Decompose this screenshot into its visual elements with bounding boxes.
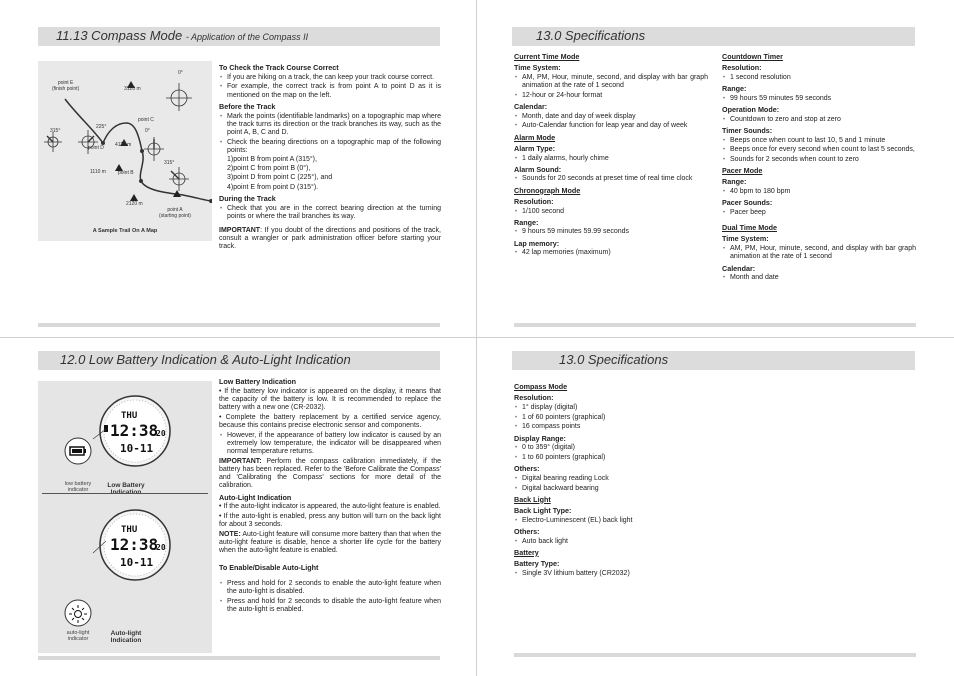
bullet-item: • AM, PM, Hour, minute, second, and display with bar graph animation at the rate of 1 second <box>514 74 708 90</box>
sub-heading: Others: <box>514 464 540 474</box>
bullet-item: • 16 compass points <box>514 423 714 431</box>
bullet-item: • However, if the appearance of battery low indicator is caused by an extremely low temperature, the indicator will be disappeared when normal temperature returns. <box>219 432 441 457</box>
important-note: IMPORTANT: If you doubt of the directions and positions of the track, consult a wrangler or park administration officer before starting your track. <box>219 226 441 251</box>
label-3120: 3120 m <box>124 86 141 92</box>
bullet-item: • Single 3V lithium battery (CR2032) <box>514 570 714 578</box>
label-1110: 1110 m <box>90 169 106 175</box>
label-315-left: 315° <box>50 128 61 134</box>
watch-date: 10-11 <box>120 556 154 569</box>
compass-cross-c-icon <box>144 137 164 161</box>
section-heading: Auto-Light Indication <box>219 492 292 502</box>
bullet-item: • Beeps once when count to last 10, 5 and 1 minute <box>722 137 916 145</box>
section-heading: Back Light <box>514 494 551 504</box>
section-heading: Compass Mode <box>514 382 568 391</box>
bullet-item: • Sounds for 20 seconds at preset time of real time clock <box>514 175 708 183</box>
low-battery-caption: Low Battery <box>107 482 145 489</box>
section-heading: Current Time Mode <box>514 52 580 61</box>
label-0-mid: 0° <box>145 128 150 134</box>
mountain-2120-icon <box>130 194 138 201</box>
watch-time: 12:38 <box>110 421 159 440</box>
section-heading: To Enable/Disable Auto-Light <box>219 562 319 572</box>
page-title: 13.0 Specifications <box>536 28 646 43</box>
page-compass-application <box>0 0 477 338</box>
label-2120: 2120 m <box>126 201 143 207</box>
bullet-item: • Press and hold for 2 seconds to enable the auto-light feature when the auto-light is disabled. <box>219 580 441 596</box>
label-4110: 4110 m <box>115 142 132 148</box>
sub-heading: Time System: <box>722 234 769 244</box>
bullet-item: • 12-hour or 24-hour format <box>514 92 708 100</box>
section-heading: Dual Time Mode <box>722 223 777 233</box>
low-battery-icon-label: low battery indicator <box>64 481 92 493</box>
numbered-item: 3)point D from point C (225°), and <box>227 174 333 182</box>
bullet-item: • Press and hold for 2 seconds to disable the auto-light feature when the auto-light is enabled. <box>219 598 441 614</box>
page-footer-bar <box>514 653 916 657</box>
page-specifications-2 <box>477 338 954 676</box>
sub-heading: Alarm Sound: <box>514 164 562 174</box>
auto-light-caption: Auto-light Indication <box>110 630 142 644</box>
label-point-d: point D <box>88 145 104 151</box>
bullet-item: • Countdown to zero and stop at zero <box>722 116 916 124</box>
page-title: 13.0 Specifications <box>559 352 669 367</box>
sub-heading: Alarm Type: <box>514 143 556 153</box>
bullet-item: • Electro-Luminescent (EL) back light <box>514 517 714 525</box>
compass-cross-top-icon <box>166 83 192 111</box>
trail-map <box>38 61 212 241</box>
sub-heading: Calendar: <box>514 102 548 112</box>
sub-heading: Back Light Type: <box>514 505 572 515</box>
note: NOTE: Auto-Light feature will consume more battery than that when the auto-light feature is disable, hence a shorter life cycle for the battery when the auto-light feature is enabled. <box>219 530 441 555</box>
compass-cross-b-icon <box>169 167 189 191</box>
page-title-bar <box>38 351 440 370</box>
bullet-item: • Auto back light <box>514 538 714 546</box>
bullet-item: • For example, the correct track is from point A to point D as it is mentioned on the map on the left. <box>219 83 441 99</box>
bullet-item: • 0 to 359° (digital) <box>514 444 714 452</box>
bullet-item: • Month, date and day of week display <box>514 113 708 121</box>
sub-heading: Resolution: <box>514 196 554 206</box>
bullet-item: • Check the bearing directions on a topographic map of the following points: <box>219 139 441 155</box>
point-a-dot <box>209 199 212 203</box>
label-225: 225° <box>96 124 107 130</box>
bullet-item: • Pacer beep <box>722 209 916 217</box>
section-heading: Low Battery Indication <box>219 377 297 386</box>
label-point-a: point A (starting point) <box>159 207 191 219</box>
compass-application-text <box>219 61 441 252</box>
spec-column-right <box>722 50 916 282</box>
sub-heading: Time System: <box>514 63 561 73</box>
sub-heading: Display Range: <box>514 433 566 443</box>
sub-heading: Range: <box>722 177 747 187</box>
map-caption: A Sample Trail On A Map <box>92 228 158 234</box>
sub-heading: Battery Type: <box>514 558 560 568</box>
sub-heading: Pacer Sounds: <box>722 198 773 208</box>
bullet-item: • 1 second resolution <box>722 74 916 82</box>
sub-heading: Range: <box>514 217 539 227</box>
page-title-bar <box>38 27 440 46</box>
page-battery-autolight <box>0 338 477 676</box>
page-footer-bar <box>38 323 440 327</box>
watch-low-battery <box>65 396 170 466</box>
important-note: IMPORTANT: Perform the compass calibration immediately, if the battery has been replaced. Refer to the 'Before Calibrate the Compass' and 'Calibrating the Compass' sections for more detail of the calibration. <box>219 457 441 490</box>
label-0-top: 0° <box>178 70 183 76</box>
label-point-b: point B <box>118 170 134 176</box>
bullet-item: • 42 lap memories (maximum) <box>514 249 708 257</box>
bullet-item: • Check that you are in the correct bearing direction at the turning points or where the trail branches its way. <box>219 205 441 221</box>
section-heading: Battery <box>514 547 539 557</box>
numbered-item: 4)point E from point D (315°). <box>227 183 319 191</box>
sub-heading: Timer Sounds: <box>722 125 773 135</box>
section-heading: To Check the Track Course Correct <box>219 63 339 72</box>
label-point-e: point E (finish point) <box>52 80 80 92</box>
bullet-item: • 1/100 second <box>514 208 708 216</box>
panel-divider <box>42 493 208 494</box>
watch-illustration-panel <box>38 381 212 653</box>
section-heading: Pacer Mode <box>722 166 763 176</box>
bullet-item: • Month and date <box>722 274 916 282</box>
page-footer-bar <box>514 323 916 327</box>
watch-time: 12:38 <box>110 535 159 554</box>
watch-day: THU <box>121 525 138 535</box>
label-point-c: point C <box>138 117 154 123</box>
section-heading: Before the Track <box>219 101 276 111</box>
sub-heading: Resolution: <box>722 63 762 73</box>
sub-heading: Calendar: <box>722 263 756 273</box>
bullet-item: • Digital bearing reading Lock <box>514 475 714 483</box>
sub-heading: Others: <box>514 526 540 536</box>
bullet-item: • Digital backward bearing <box>514 485 714 493</box>
section-heading: Countdown Timer <box>722 52 783 61</box>
bullet-item: • 1 of 60 pointers (graphical) <box>514 414 714 422</box>
bullet-item: • If you are hiking on a track, the can keep your track course correct. <box>219 74 441 82</box>
section-heading: During the Track <box>219 193 276 203</box>
bullet-item: • 1° display (digital) <box>514 404 714 412</box>
numbered-item: 2)point C from point B (0°), <box>227 165 311 173</box>
bullet-item: • Mark the points (identifiable landmarks) on a topographic map where the track turns its direction or the track branches its way, such as the point A, B, C and D. <box>219 113 441 138</box>
section-heading: Chronograph Mode <box>514 185 581 195</box>
paragraph: • If the battery low indicator is appeared on the display, it means that the capacity of the battery is low. It is recommended to replace the battery with a new one (CR-2032). <box>219 387 441 412</box>
watch-battery-segment <box>104 425 108 432</box>
sub-heading: Range: <box>722 84 747 94</box>
compass-cross-e-icon <box>44 132 62 152</box>
sub-heading: Resolution: <box>514 393 554 403</box>
bullet-item: • AM, PM, Hour, minute, second, and display with bar graph animation at the rate of 1 second <box>722 245 916 261</box>
watch-drawings <box>38 381 212 653</box>
watch-seconds: 20 <box>156 543 166 552</box>
bullet-item: • 99 hours 59 minutes 59 seconds <box>722 95 916 103</box>
bullet-item: • 1 to 60 pointers (graphical) <box>514 454 714 462</box>
battery-autolight-text <box>219 375 441 614</box>
page-title: 11.13 Compass Mode - Application of the Compass II <box>56 28 309 43</box>
bullet-item: • 40 bpm to 180 bpm <box>722 188 916 196</box>
page-specifications-1 <box>477 0 954 338</box>
sub-heading: Operation Mode: <box>722 105 780 115</box>
spec-column-left <box>514 50 708 258</box>
watch-auto-light <box>65 510 170 626</box>
label-315-right: 315° <box>164 160 175 166</box>
watch-date: 10-11 <box>120 442 154 455</box>
bullet-item: • 1 daily alarms, hourly chime <box>514 155 708 163</box>
sub-heading: Lap memory: <box>514 238 560 248</box>
bullet-item: • 9 hours 59 minutes 59.99 seconds <box>514 228 708 236</box>
page-title-bar <box>512 351 915 370</box>
spec-column <box>514 380 714 578</box>
page-footer-bar <box>38 656 440 660</box>
page-title: 12.0 Low Battery Indication & Auto-Light Indication <box>60 352 351 367</box>
bullet-item: • Beeps once for every second when count to last 5 seconds, <box>722 146 916 154</box>
bullet-item: • Sounds for 2 seconds when count to zero <box>722 156 916 164</box>
watch-day: THU <box>121 411 138 421</box>
numbered-item: 1)point B from point A (315°), <box>227 156 317 164</box>
paragraph: • If the auto-light is enabled, press any button will turn on the back light for about 3 seconds. <box>219 513 441 529</box>
paragraph: • If the auto-light indicator is appeared, the auto-light feature is enabled. <box>219 503 441 511</box>
page-title-bar <box>512 27 915 46</box>
point-b-dot <box>139 179 143 183</box>
paragraph: • Complete the battery replacement by a certified service agency, because this contains precise electronic sensor and components. <box>219 413 441 430</box>
watch-seconds: 20 <box>156 429 166 438</box>
auto-light-icon-label: auto-light indicator <box>66 630 90 642</box>
section-heading: Alarm Mode <box>514 132 556 142</box>
point-c-dot <box>140 149 144 153</box>
bullet-item: • Auto-Calendar function for leap year and day of week <box>514 122 708 130</box>
page-subtitle: - Application of the Compass II <box>185 32 309 42</box>
